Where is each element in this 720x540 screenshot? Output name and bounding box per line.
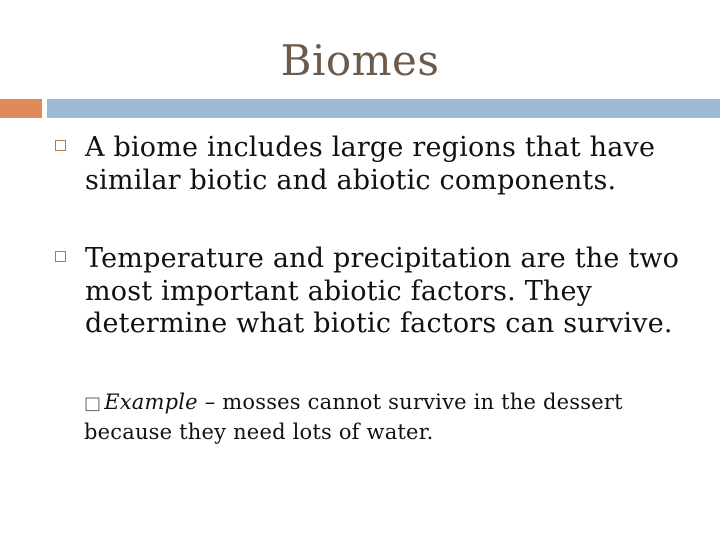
bullet-text: A biome includes large regions that have similar biotic and abiotic components. xyxy=(85,132,656,196)
bullet-item xyxy=(55,132,695,197)
title-accent-bar-orange xyxy=(0,99,42,118)
bullet-text: Temperature and precipitation are the two most important abiotic factors. They determine what biotic factors can survive. xyxy=(85,243,680,339)
sub-bullet-dash: – xyxy=(197,390,223,414)
bullet-item xyxy=(55,243,695,341)
sub-bullet-emphasis: Example xyxy=(104,390,198,414)
sub-bullet-text: mosses cannot survive in the dessert because they need lots of water. xyxy=(84,390,623,444)
sub-bullet-square-icon: □ xyxy=(84,393,102,414)
square-bullet-icon xyxy=(55,251,66,262)
title-accent-bar-blue xyxy=(47,99,720,118)
sub-bullet-item xyxy=(84,388,694,447)
square-bullet-icon xyxy=(55,140,66,151)
slide-title: Biomes xyxy=(280,36,440,85)
